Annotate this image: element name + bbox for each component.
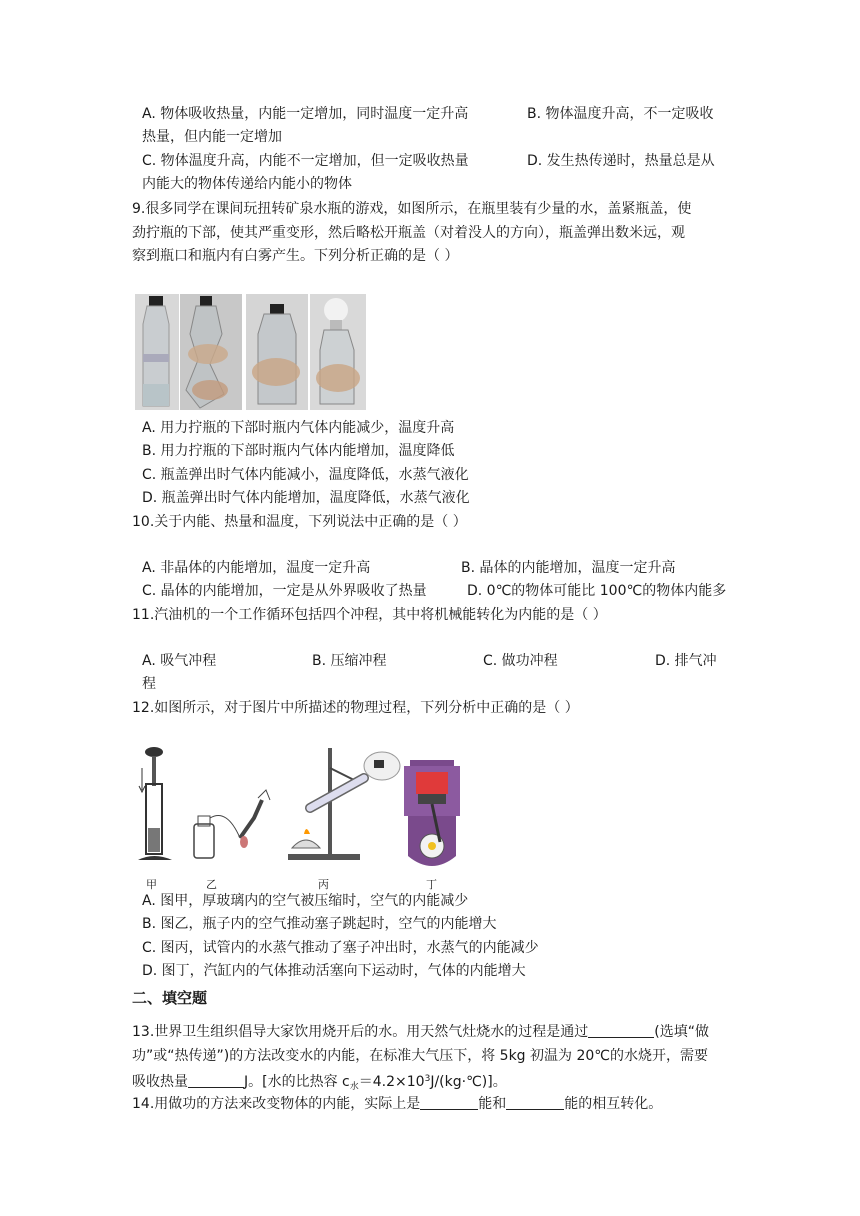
q14-blank-2[interactable] bbox=[506, 1095, 564, 1110]
q12-stem: 12.如图所示，对于图片中所描述的物理过程，下列分析中正确的是（ ） bbox=[132, 700, 579, 716]
q13-superscript-3: 3 bbox=[424, 1074, 431, 1084]
figure-yi-bottle-pump bbox=[194, 790, 270, 858]
q12-figures bbox=[132, 738, 462, 878]
q11-option-c: C. 做功冲程 bbox=[483, 653, 558, 669]
section-heading-fill-in: 二、填空题 bbox=[132, 989, 208, 1007]
figure-bing-test-tube bbox=[288, 748, 400, 860]
q8-option-b-cont: 热量，但内能一定增加 bbox=[142, 129, 282, 145]
q13-blank-1[interactable] bbox=[588, 1023, 654, 1038]
q13-text-3b: J。[水的比热容 c bbox=[244, 1074, 350, 1090]
q9-stem-line3: 察到瓶口和瓶内有白雾产生。下列分析正确的是（ ） bbox=[132, 248, 459, 264]
q8-option-c: C. 物体温度升高，内能不一定增加，但一定吸收热量 bbox=[142, 153, 469, 169]
q13-text-1b: (选填“做 bbox=[654, 1024, 709, 1040]
q13-text-3d: J/(kg·℃)]。 bbox=[430, 1074, 507, 1090]
q8-option-a: A. 物体吸收热量，内能一定增加，同时温度一定升高 bbox=[142, 106, 469, 122]
q10-stem: 10.关于内能、热量和温度，下列说法中正确的是（ ） bbox=[132, 514, 467, 530]
q12-option-d: D. 图丁，汽缸内的气体推动活塞向下运动时，气体的内能增大 bbox=[142, 963, 526, 979]
q9-stem-line1: 9.很多同学在课间玩扭转矿泉水瓶的游戏，如图所示，在瓶里装有少量的水，盖紧瓶盖，使 bbox=[132, 201, 692, 217]
q10-option-b: B. 晶体的内能增加，温度一定升高 bbox=[461, 560, 676, 576]
q12-option-c: C. 图丙，试管内的水蒸气推动了塞子冲出时，水蒸气的内能减少 bbox=[142, 940, 539, 956]
q11-option-d: D. 排气冲 bbox=[655, 653, 717, 669]
q8-option-b: B. 物体温度升高，不一定吸收 bbox=[527, 106, 714, 122]
q10-option-d: D. 0℃的物体可能比 100℃的物体内能多 bbox=[467, 583, 727, 599]
figure-label-jia: 甲 bbox=[146, 878, 157, 891]
q10-option-c: C. 晶体的内能增加，一定是从外界吸收了热量 bbox=[142, 583, 427, 599]
figure-label-ding: 丁 bbox=[426, 878, 437, 891]
q13-line1 bbox=[132, 1022, 709, 1042]
q13-text-3c: ＝4.2×10 bbox=[358, 1074, 425, 1090]
q9-stem-line2: 劲拧瓶的下部，使其严重变形，然后略松开瓶盖（对着没人的方向），瓶盖弹出数米远，观 bbox=[132, 225, 685, 241]
q12-option-a: A. 图甲，厚玻璃内的空气被压缩时，空气的内能减少 bbox=[142, 893, 469, 909]
figure-label-yi: 乙 bbox=[206, 878, 217, 891]
q13-text-1a: 13.世界卫生组织倡导大家饮用烧开后的水。用天然气灶烧水的过程是通过 bbox=[132, 1024, 589, 1040]
figure-ding-engine-cylinder bbox=[404, 760, 460, 866]
q11-option-d-cont: 程 bbox=[142, 676, 156, 692]
q13-line2: 功”或“热传递”)的方法改变水的内能，在标准大气压下，将 5kg 初温为 20℃的水烧开，需要 bbox=[132, 1048, 709, 1064]
q8-option-d-cont: 内能大的物体传递给内能小的物体 bbox=[142, 176, 352, 192]
q11-stem: 11.汽油机的一个工作循环包括四个冲程，其中将机械能转化为内能的是（ ） bbox=[132, 607, 607, 623]
bottle-photo-2 bbox=[180, 294, 242, 410]
q14-line bbox=[132, 1094, 662, 1114]
q9-option-b: B. 用力拧瓶的下部时瓶内气体内能增加，温度降低 bbox=[142, 443, 455, 459]
bottle-photo-4 bbox=[310, 294, 366, 410]
q14-blank-1[interactable] bbox=[420, 1095, 478, 1110]
bottle-photo-3 bbox=[246, 294, 308, 410]
q9-option-d: D. 瓶盖弹出时气体内能增加，温度降低，水蒸气液化 bbox=[142, 490, 470, 506]
q14-text-c: 能的相互转化。 bbox=[564, 1096, 663, 1112]
q10-option-a: A. 非晶体的内能增加，温度一定升高 bbox=[142, 560, 371, 576]
figure-jia-compression-tube bbox=[138, 747, 172, 860]
q8-option-d: D. 发生热传递时，热量总是从 bbox=[527, 153, 715, 169]
q11-option-a: A. 吸气冲程 bbox=[142, 653, 217, 669]
q9-option-a: A. 用力拧瓶的下部时瓶内气体内能减少，温度升高 bbox=[142, 420, 455, 436]
q14-text-a: 14.用做功的方法来改变物体的内能，实际上是 bbox=[132, 1096, 421, 1112]
q13-blank-2[interactable] bbox=[188, 1073, 244, 1088]
q13-subscript-water: 水 bbox=[349, 1082, 359, 1092]
q11-option-b: B. 压缩冲程 bbox=[312, 653, 387, 669]
bottle-photo-1 bbox=[135, 294, 179, 410]
q14-text-b: 能和 bbox=[478, 1096, 507, 1112]
q13-line3 bbox=[132, 1069, 507, 1097]
q9-option-c: C. 瓶盖弹出时气体内能减小，温度降低，水蒸气液化 bbox=[142, 467, 469, 483]
q13-text-3a: 吸收热量 bbox=[132, 1074, 188, 1090]
figure-label-bing: 丙 bbox=[318, 878, 329, 891]
q12-option-b: B. 图乙，瓶子内的空气推动塞子跳起时，空气的内能增大 bbox=[142, 916, 497, 932]
